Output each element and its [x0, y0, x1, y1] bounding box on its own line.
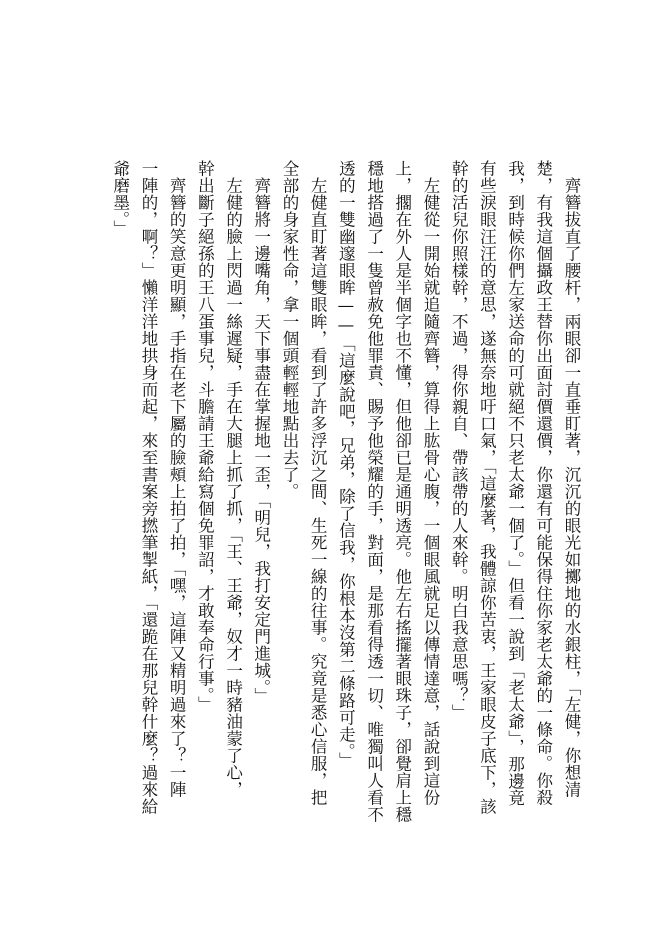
text-column-1: 齊簪拔直了腰杆，兩眼卻一直垂盯著，沉沉的眼光如擲地的水銀柱，「左健，你想清: [562, 160, 581, 798]
text-column-15: 齊簪的笑意更明顯，手指在老下屬的臉頰上拍了拍，「嘿，這陣又精明過來了？一陣: [167, 160, 187, 798]
text-column-13: 左健的臉上閃過一絲遲疑，手在大腿上抓了抓，「王、王爺，奴才一時豬油蒙了心，: [223, 160, 243, 798]
text-column-10: 左健直盯著這雙眼眸，看到了許多浮沉之間、生死一線的往事。究竟是悉心信服，把: [308, 160, 328, 806]
text-column-17: 爺磨墨。」: [110, 160, 130, 237]
text-column-9: 透的一雙幽邃眼眸——「這麼說吧，兄弟，除了信我，你根本沒第二條路可走。」: [336, 160, 356, 769]
text-column-7: 上，擱在外人是半個字也不懂，但他卻已是通明透亮。他左右搖擺著眼珠子，卻覺肩上穩: [392, 160, 412, 823]
text-column-4: 有些淚眼汪汪的意思，遂無奈地吁口氣，「這麼著，我體諒你苦衷，王家眼皮子底下，該: [477, 160, 497, 815]
text-column-6: 左健從一開始就追隨齊簪，算得上肱骨心腹，一個眼風就足以傳情達意，話說到這份: [420, 160, 440, 806]
text-column-2: 楚，有我這個攝政王替你出面討價還價，你還有可能保得住你家老太爺的一條命。你殺: [533, 160, 553, 806]
text-column-5: 幹的活兒你照樣幹，不過，得你親自、帶該帶的人來幹。明白我意思嗎？」: [449, 160, 469, 721]
text-column-11: 全部的身家性命，拿一個頭輕輕地點出去了。: [279, 160, 299, 500]
text-column-8: 穩地搭過了一隻曾赦免他罪責、賜予他榮耀的手，對面，是那看得透一切、唯獨叫人看不: [364, 160, 384, 823]
text-column-14: 幹出斷子絕孫的王八蛋事兒，斗膽請王爺給寫個免罪詔，才敢奉命行事。」: [195, 160, 215, 713]
text-column-3: 我，到時候你們左家送命的可就絕不只老太爺一個了。」但看一說到「老太爺」，那邊竟: [505, 160, 525, 807]
text-column-12: 齊簪將一邊嘴角，天下事盡在掌握地一歪，「明兒，我打安定門進城。」: [251, 160, 271, 705]
vertical-text-body: [106, 160, 585, 840]
text-column-16: 一陣的，啊？」懶洋洋地拱身而起，來至書案旁撚筆掣紙，「還跪在那兒幹什麼？過來給: [138, 160, 158, 815]
